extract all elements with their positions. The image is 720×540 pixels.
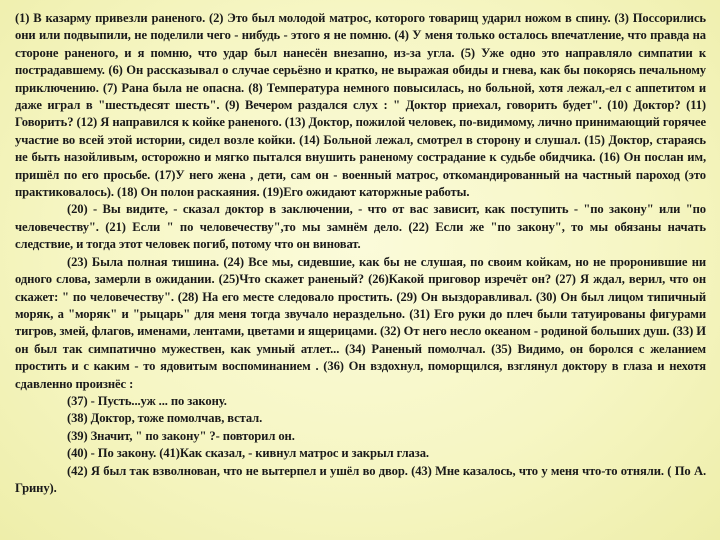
paragraph-2: (20) - Вы видите, - сказал доктор в заключении, - что от вас зависит, как поступить - "по закону" или "по человечеству". (21) Если " по человечеству",то мы замнём дело. (22) Если же "по закону", то мы обязаны начать следствие, и тогда этот человек погиб, потому что он виноват. (15, 202, 706, 252)
paragraph-3: (23) Была полная тишина. (24) Все мы, сидевшие, как бы не слушая, по своим койкам, но не проронившие ни одного слова, замерли в ожидании. (25)Что скажет раненый? (26)Какой приговор изречёт он? (27) Я ждал, верил, что он скажет: " по человечеству". (28) На его месте следовало простить. (29) Он выздоравливал. (30) Он был лицом типичный моряк, а "моряк" и "рыцарь" для меня тогда звучало нераздельно. (31) Его руки до плеч были татуированы фигурами тигров, змей, флагов, именами, лентами, цветами и ящерицами. (32) От него несло океаном - родиной больших душ. (33) И он был так симпатично мужествен, как умный атлет... (34) Раненый помолчал. (35) Видимо, он боролся с желанием простить и с каким - то ядовитым воспоминанием . (36) Он вздохнул, поморщился, взглянул доктору в глаза и нехотя сдавленно произнёс : (15, 254, 706, 391)
paragraph-1: (1) В казарму привезли раненого. (2) Это был молодой матрос, которого товарищ ударил ножом в спину. (3) Поссорились они или подвыпили, не поделили чего - нибудь - этого я не помню. (4) У меня только осталось впечатление, что правда на стороне раненого, и я помню, что удар был нанесён внезапно, из-за угла. (5) Уже одно это направляло симпатии к пострадавшему. (6) Он рассказывал о случае серьёзно и кратко, не выражая обиды и гнева, как бы покорясь печальному приключению. (7) Рана была не опасна. (8) Температура немного повысилась, но больной, хотя лежал,-ел с аппетитом и даже играл в "шестьдесят шесть". (9) Вечером раздался слух : " Доктор приехал, говорить будет". (10) Доктор? (11) Говорить? (12) Я направился к койке раненого. (13) Доктор, пожилой человек, по-видимому, лично принимающий горячее участие во всей этой истории, сидел возле койки. (14) Больной лежал, смотрел в сторону и слушал. (15) Доктор, стараясь не быть назойливым, осторожно и мягко пытался внушить раненому сострадание к судьбе обидчика. (16) Он послан им, пришёл по его просьбе. (17)У него жена , дети, сам он - военный матрос, откомандированный на частный пароход (это практиковалось). (18) Он полон раскаяния. (19)Его ожидают каторжные работы. (15, 11, 706, 200)
dialogue-line-37: (37) - Пусть...уж ... по закону. (67, 393, 227, 408)
dialogue-line-39: (39) Значит, " по закону" ?- повторил он. (67, 428, 295, 443)
dialogue-line-40: (40) - По закону. (41)Как сказал, - кивнул матрос и закрыл глаза. (67, 446, 429, 461)
dialogue-line-38: (38) Доктор, тоже помолчав, встал. (67, 411, 263, 426)
paragraph-final: (42) Я был так взволнован, что не вытерпел и ушёл во двор. (43) Мне казалось, что у меня что-то отняли. ( По А. Грину). (15, 463, 706, 495)
